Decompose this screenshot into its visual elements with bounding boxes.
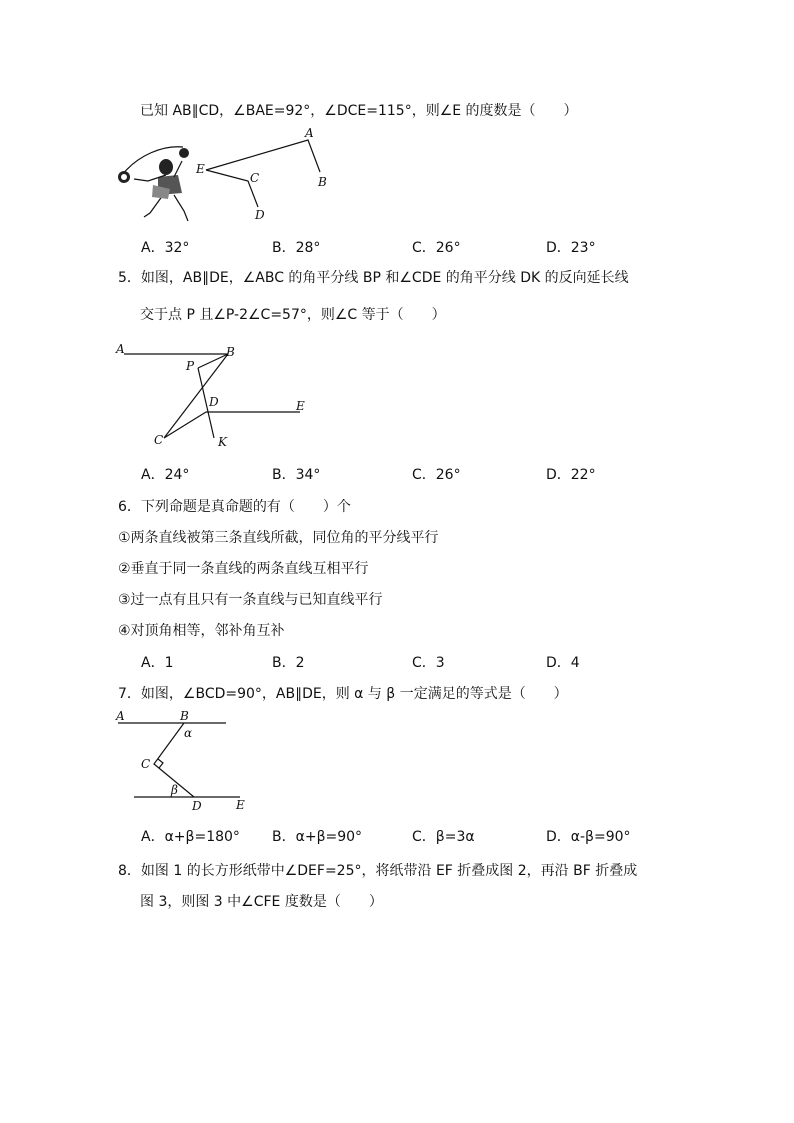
q4-figure	[108, 125, 348, 225]
q6-item-2: ②垂直于同一条直线的两条直线互相平行	[118, 561, 369, 577]
q4-label-A: A	[305, 126, 314, 140]
q7-option-b[interactable]: B．α+β=90°	[272, 829, 363, 845]
q6-option-c[interactable]: C．3	[412, 655, 445, 671]
q6-item-4: ④对顶角相等，邻补角互补	[118, 623, 285, 639]
q4-option-a[interactable]: A．32°	[141, 240, 190, 256]
q7-label-A: A	[116, 709, 125, 723]
q4-line-EA-AB	[206, 140, 320, 172]
q5-label-D: D	[209, 395, 219, 409]
q5-option-d[interactable]: D．22°	[546, 467, 596, 483]
q7-label-E: E	[236, 798, 245, 812]
q6-option-d[interactable]: D．4	[546, 655, 580, 671]
q7-label-B: B	[180, 709, 189, 723]
q7-label-C: C	[141, 757, 151, 771]
q7-right-angle-mark	[158, 759, 163, 768]
q4-option-c[interactable]: C．26°	[412, 240, 461, 256]
q6-stem: 6．下列命题是真命题的有（ ）个	[118, 499, 351, 515]
q5-label-K: K	[218, 435, 227, 449]
q5-stem-line1: 5．如图，AB∥DE，∠ABC 的角平分线 BP 和∠CDE 的角平分线 DK 的反向延长线	[118, 270, 629, 286]
q4-label-E: E	[196, 162, 205, 176]
q4-label-D: D	[255, 208, 265, 222]
q7-figure	[112, 706, 262, 816]
q5-figure	[112, 340, 332, 450]
q5-label-C: C	[154, 433, 164, 447]
q6-option-b[interactable]: B．2	[272, 655, 305, 671]
q7-label-D: D	[192, 799, 202, 813]
q4-option-d[interactable]: D．23°	[546, 240, 596, 256]
q4-option-b[interactable]: B．28°	[272, 240, 321, 256]
q4-stem: 已知 AB∥CD，∠BAE=92°，∠DCE=115°，则∠E 的度数是（ ）	[140, 103, 578, 119]
q6-option-a[interactable]: A．1	[141, 655, 174, 671]
q4-label-B: B	[318, 175, 327, 189]
dancer-illustration	[118, 147, 189, 221]
q8-stem-line2: 图 3，则图 3 中∠CFE 度数是（ ）	[140, 894, 383, 910]
q4-label-C: C	[250, 171, 260, 185]
q5-label-B: B	[226, 345, 235, 359]
q7-option-c[interactable]: C．β=3α	[412, 829, 475, 845]
q7-option-a[interactable]: A．α+β=180°	[141, 829, 240, 845]
q5-label-A: A	[116, 342, 125, 356]
q8-stem-line1: 8．如图 1 的长方形纸带中∠DEF=25°，将纸带沿 EF 折叠成图 2，再沿 BF 折叠成	[118, 863, 638, 879]
q5-option-a[interactable]: A．24°	[141, 467, 190, 483]
q5-stem-line2: 交于点 P 且∠P-2∠C=57°，则∠C 等于（ ）	[140, 307, 446, 323]
q6-item-1: ①两条直线被第三条直线所截，同位角的平分线平行	[118, 530, 439, 546]
q5-option-b[interactable]: B．34°	[272, 467, 321, 483]
q5-option-c[interactable]: C．26°	[412, 467, 461, 483]
q6-item-3: ③过一点有且只有一条直线与已知直线平行	[118, 592, 383, 608]
q5-line-BP	[198, 354, 228, 368]
q7-label-beta: β	[171, 783, 178, 797]
q7-label-alpha: α	[184, 726, 193, 740]
q7-option-d[interactable]: D．α-β=90°	[546, 829, 631, 845]
q5-label-E: E	[296, 399, 305, 413]
q7-stem: 7．如图，∠BCD=90°，AB∥DE，则 α 与 β 一定满足的等式是（ ）	[118, 686, 568, 702]
q5-label-P: P	[186, 359, 195, 373]
